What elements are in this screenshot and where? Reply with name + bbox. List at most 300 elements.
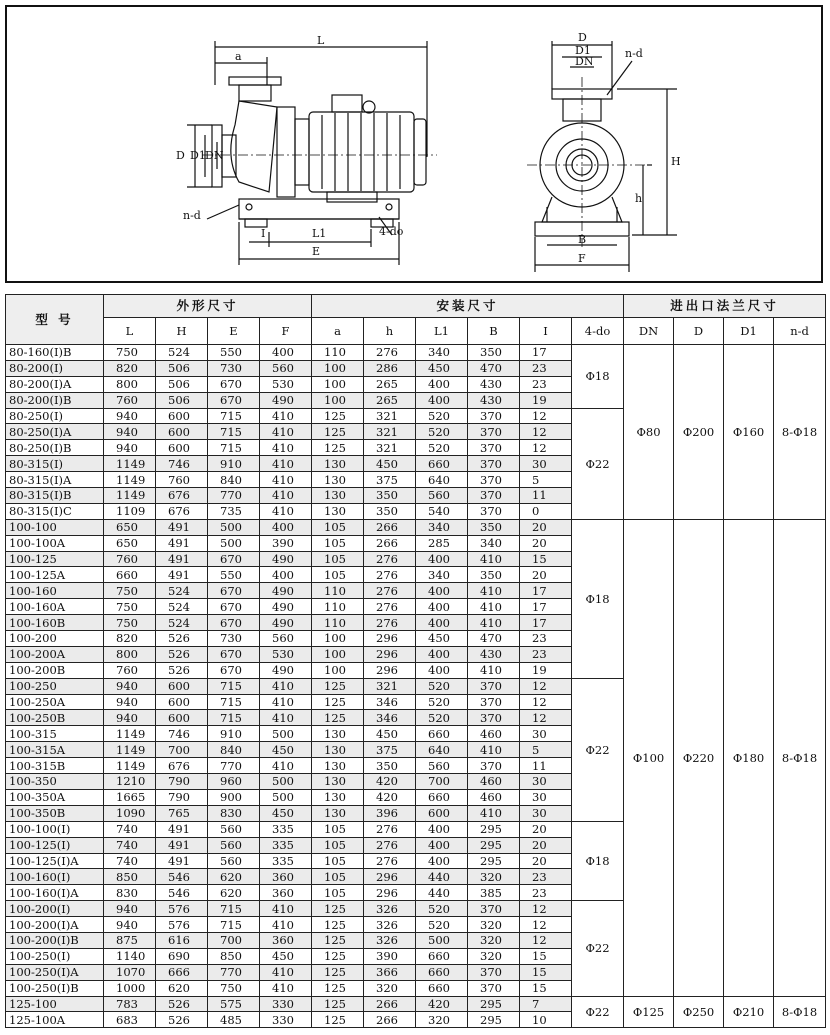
dimension-cell: 125 [312,694,364,710]
dimension-cell: 100 [312,631,364,647]
dimension-cell: 410 [468,742,520,758]
dimension-cell: 670 [208,551,260,567]
dimension-cell: 15 [520,551,572,567]
dimension-cell: 340 [416,519,468,535]
dimension-cell: 350 [468,567,520,583]
dimension-cell: 130 [312,726,364,742]
dimension-cell: 30 [520,456,572,472]
dimension-cell: 526 [156,1012,208,1028]
dimension-cell: 910 [208,726,260,742]
dimension-cell: 20 [520,535,572,551]
dimension-cell: 910 [208,456,260,472]
model-cell: 100-200(I)A [6,917,104,933]
model-cell: 100-350 [6,774,104,790]
col-header-H: H [156,318,208,345]
dimension-cell: 940 [104,408,156,424]
model-cell: 100-100A [6,535,104,551]
dimension-cell: 295 [468,996,520,1012]
dim-label-D: D [176,149,185,162]
dimension-cell: 370 [468,678,520,694]
dimension-cell: 296 [364,631,416,647]
dimension-cell: 524 [156,615,208,631]
dimension-cell: 370 [468,710,520,726]
dimension-cell: 125 [312,678,364,694]
dimension-cell: 385 [468,885,520,901]
dimension-cell: 940 [104,440,156,456]
flange-cell: Φ80 [624,345,674,520]
dimension-cell: 12 [520,678,572,694]
bolt-hole-cell: Φ22 [572,996,624,1028]
dimension-cell: 520 [416,710,468,726]
dimension-cell: 125 [312,440,364,456]
dimension-cell: 125 [312,996,364,1012]
model-cell: 100-160A [6,599,104,615]
dimension-cell: 770 [208,964,260,980]
model-cell: 100-250A [6,694,104,710]
dimension-cell: 746 [156,726,208,742]
dimension-cell: 276 [364,837,416,853]
dimension-cell: 335 [260,837,312,853]
dimension-cell: 15 [520,964,572,980]
dimension-cell: 820 [104,360,156,376]
dimension-cell: 23 [520,646,572,662]
dimension-cell: 500 [208,535,260,551]
dimension-cell: 105 [312,885,364,901]
dimension-cell: 840 [208,742,260,758]
flange-cell: Φ250 [674,996,724,1028]
spec-table-body [6,345,826,1028]
dim-label-front-D1: D1 [575,44,591,57]
dimension-cell: 410 [260,440,312,456]
dimension-cell: 370 [468,964,520,980]
dimension-cell: 20 [520,821,572,837]
dimension-cell: 660 [104,567,156,583]
dimension-cell: 491 [156,551,208,567]
front-view-pump [527,41,677,272]
model-cell: 80-250(I)B [6,440,104,456]
col-header-D1: D1 [724,318,774,345]
dimension-cell: 370 [468,456,520,472]
dimension-cell: 440 [416,885,468,901]
dimension-cell: 340 [468,535,520,551]
model-cell: 80-315(I)A [6,472,104,488]
model-cell: 100-125A [6,567,104,583]
dimension-cell: 640 [416,742,468,758]
dimension-cell: 11 [520,488,572,504]
dimension-cell: 360 [260,869,312,885]
dimension-cell: 410 [260,678,312,694]
model-cell: 80-315(I)C [6,503,104,519]
dimension-cell: 460 [468,789,520,805]
model-cell: 80-160(I)B [6,345,104,361]
dimension-cell: 276 [364,345,416,361]
model-cell: 100-250(I)B [6,980,104,996]
dimension-cell: 600 [156,440,208,456]
dimension-cell: 321 [364,408,416,424]
dimension-cell: 130 [312,456,364,472]
dimension-cell: 670 [208,615,260,631]
dimension-cell: 130 [312,758,364,774]
group-header-outline: 外形尺寸 [104,295,312,318]
model-cell: 100-315A [6,742,104,758]
dimension-cell: 1090 [104,805,156,821]
dimension-cell: 410 [260,694,312,710]
dimension-cell: 296 [364,885,416,901]
dimension-cell: 491 [156,567,208,583]
dimension-cell: 350 [364,488,416,504]
dim-label-4-do: 4-do [379,225,404,238]
dimension-cell: 125 [312,408,364,424]
dimension-cell: 715 [208,424,260,440]
dimension-cell: 30 [520,789,572,805]
dimension-cell: 12 [520,710,572,726]
dimension-cell: 370 [468,440,520,456]
model-cell: 100-200(I)B [6,932,104,948]
dimension-cell: 650 [104,535,156,551]
dimension-cell: 276 [364,567,416,583]
flange-cell: 8-Φ18 [774,345,826,520]
model-cell: 80-315(I)B [6,488,104,504]
dimension-cell: 1149 [104,472,156,488]
pump-dimension-drawing [7,7,825,285]
dimension-cell: 330 [260,1012,312,1028]
model-cell: 100-250B [6,710,104,726]
dimension-cell: 526 [156,662,208,678]
dimension-cell: 370 [468,503,520,519]
dimension-cell: 450 [364,726,416,742]
dimension-cell: 105 [312,821,364,837]
dimension-cell: 676 [156,758,208,774]
model-cell: 80-200(I)B [6,392,104,408]
dimension-cell: 783 [104,996,156,1012]
dimension-cell: 12 [520,694,572,710]
dimension-cell: 490 [260,662,312,678]
model-cell: 100-125(I) [6,837,104,853]
dimension-cell: 100 [312,360,364,376]
dimension-cell: 105 [312,869,364,885]
model-cell: 100-200A [6,646,104,662]
dimension-cell: 560 [260,360,312,376]
dimension-cell: 0 [520,503,572,519]
dimension-cell: 790 [156,789,208,805]
dimension-cell: 670 [208,599,260,615]
dimension-cell: 23 [520,869,572,885]
dimension-cell: 400 [416,646,468,662]
dimension-cell: 840 [208,472,260,488]
flange-cell: Φ180 [724,519,774,996]
dimension-cell: 15 [520,980,572,996]
group-header-install: 安装尺寸 [312,295,624,318]
model-cell: 100-100(I) [6,821,104,837]
dimension-cell: 770 [208,758,260,774]
dimension-cell: 750 [104,615,156,631]
dimension-cell: 19 [520,392,572,408]
dimension-cell: 700 [156,742,208,758]
spec-table [5,294,826,1028]
dimension-cell: 100 [312,376,364,392]
dimension-cell: 17 [520,615,572,631]
dimension-cell: 460 [468,774,520,790]
dimension-cell: 660 [416,964,468,980]
dimension-cell: 125 [312,710,364,726]
dimension-cell: 715 [208,678,260,694]
dimension-cell: 5 [520,742,572,758]
dimension-cell: 11 [520,758,572,774]
model-cell: 125-100 [6,996,104,1012]
dimension-cell: 820 [104,631,156,647]
dimension-cell: 490 [260,551,312,567]
dimension-cell: 560 [416,758,468,774]
dimension-cell: 100 [312,662,364,678]
col-header-DN: DN [624,318,674,345]
flange-cell: Φ220 [674,519,724,996]
dimension-cell: 450 [416,360,468,376]
dimension-cell: 1149 [104,488,156,504]
table-row [6,345,826,361]
dimension-cell: 670 [208,392,260,408]
dimension-cell: 440 [416,869,468,885]
model-cell: 80-315(I) [6,456,104,472]
dimension-cell: 410 [260,456,312,472]
dimension-cell: 105 [312,535,364,551]
dimension-cell: 491 [156,821,208,837]
dimension-cell: 125 [312,980,364,996]
flange-cell: Φ200 [674,345,724,520]
dimension-cell: 110 [312,599,364,615]
dim-label-I: I [261,227,266,240]
dimension-cell: 321 [364,678,416,694]
bolt-hole-cell: Φ22 [572,901,624,996]
dimension-cell: 330 [260,996,312,1012]
dimension-cell: 490 [260,615,312,631]
dimension-cell: 670 [208,662,260,678]
dimension-cell: 490 [260,583,312,599]
table-row [6,519,826,535]
col-header-E: E [208,318,260,345]
dimension-cell: 620 [156,980,208,996]
dimension-cell: 830 [104,885,156,901]
model-cell: 100-160(I)A [6,885,104,901]
dimension-cell: 430 [468,646,520,662]
dimension-cell: 410 [468,583,520,599]
model-cell: 100-160 [6,583,104,599]
dimension-cell: 600 [156,694,208,710]
dimension-cell: 12 [520,408,572,424]
dimension-cell: 390 [364,948,416,964]
dimension-cell: 600 [156,408,208,424]
dimension-cell: 400 [416,376,468,392]
dimension-cell: 900 [208,789,260,805]
dimension-cell: 600 [156,424,208,440]
dimension-cell: 370 [468,694,520,710]
dimension-cell: 410 [260,964,312,980]
dimension-cell: 526 [156,996,208,1012]
dimension-cell: 540 [416,503,468,519]
flange-cell: Φ210 [724,996,774,1028]
dimension-cell: 670 [208,646,260,662]
dimension-cell: 526 [156,631,208,647]
bolt-hole-cell: Φ18 [572,345,624,409]
dimension-cell: 850 [104,869,156,885]
dimension-cell: 105 [312,567,364,583]
dimension-cell: 410 [260,424,312,440]
dimension-cell: 370 [468,758,520,774]
model-cell: 80-200(I)A [6,376,104,392]
dimension-cell: 660 [416,980,468,996]
dimension-cell: 265 [364,376,416,392]
dimension-cell: 410 [260,408,312,424]
dimension-cell: 940 [104,694,156,710]
dimension-cell: 410 [260,917,312,933]
bolt-hole-cell: Φ18 [572,519,624,678]
dimension-cell: 105 [312,853,364,869]
dimension-cell: 660 [416,456,468,472]
col-header-B: B [468,318,520,345]
dimension-cell: 485 [208,1012,260,1028]
dimension-cell: 400 [416,662,468,678]
dimension-cell: 940 [104,917,156,933]
dim-label-D1: D1 [190,149,206,162]
dimension-cell: 20 [520,837,572,853]
dimension-cell: 800 [104,376,156,392]
dimension-cell: 715 [208,694,260,710]
dimension-cell: 400 [260,345,312,361]
pump-drawing-frame [5,5,823,283]
dimension-cell: 110 [312,583,364,599]
dimension-cell: 410 [260,503,312,519]
dimension-cell: 320 [468,948,520,964]
dimension-cell: 276 [364,853,416,869]
dimension-cell: 790 [156,774,208,790]
dimension-cell: 400 [416,853,468,869]
dim-label-F: F [578,252,586,265]
dimension-cell: 346 [364,694,416,710]
dimension-cell: 576 [156,917,208,933]
model-cell: 100-160B [6,615,104,631]
dimension-cell: 410 [260,710,312,726]
dimension-cell: 550 [208,345,260,361]
dimension-cell: 23 [520,631,572,647]
col-header-L: L [104,318,156,345]
dimension-cell: 1000 [104,980,156,996]
dimension-cell: 276 [364,583,416,599]
dimension-cell: 520 [416,901,468,917]
col-header-a: a [312,318,364,345]
dimension-cell: 125 [312,932,364,948]
dim-label-front-D: D [578,31,587,44]
dimension-cell: 600 [156,710,208,726]
bolt-hole-cell: Φ22 [572,678,624,821]
model-header: 型 号 [6,295,104,345]
dimension-cell: 520 [416,408,468,424]
model-cell: 100-250 [6,678,104,694]
dimension-cell: 940 [104,710,156,726]
dimension-cell: 370 [468,488,520,504]
dimension-cell: 830 [208,805,260,821]
dimension-cell: 576 [156,901,208,917]
dimension-cell: 410 [468,551,520,567]
dimension-cell: 491 [156,519,208,535]
dimension-cell: 420 [416,996,468,1012]
dimension-cell: 320 [364,980,416,996]
dim-label-B: B [578,233,587,246]
dimension-cell: 130 [312,742,364,758]
dimension-cell: 130 [312,472,364,488]
dimension-cell: 321 [364,424,416,440]
model-cell: 80-200(I) [6,360,104,376]
dimension-cell: 760 [104,392,156,408]
dimension-cell: 1149 [104,758,156,774]
model-cell: 100-100 [6,519,104,535]
flange-cell: 8-Φ18 [774,519,826,996]
dimension-cell: 130 [312,503,364,519]
dimension-cell: 420 [364,774,416,790]
dimension-cell: 125 [312,1012,364,1028]
dimension-cell: 676 [156,488,208,504]
dimension-cell: 616 [156,932,208,948]
dimension-cell: 12 [520,424,572,440]
dimension-cell: 450 [260,805,312,821]
dimension-cell: 660 [416,726,468,742]
model-cell: 100-315 [6,726,104,742]
dim-label-L1: L1 [312,227,327,240]
dimension-cell: 850 [208,948,260,964]
dimension-cell: 370 [468,901,520,917]
dimension-cell: 335 [260,853,312,869]
dimension-cell: 130 [312,789,364,805]
dim-label-L: L [317,34,325,47]
dimension-cell: 735 [208,503,260,519]
col-header-4-do: 4-do [572,318,624,345]
dimension-cell: 320 [468,932,520,948]
dimension-cell: 286 [364,360,416,376]
dimension-cell: 676 [156,503,208,519]
dimension-cell: 960 [208,774,260,790]
dimension-cell: 450 [416,631,468,647]
dimension-cell: 125 [312,917,364,933]
model-cell: 100-125(I)A [6,853,104,869]
dimension-cell: 500 [260,789,312,805]
dimension-cell: 110 [312,345,364,361]
dimension-cell: 546 [156,869,208,885]
dimension-cell: 450 [260,948,312,964]
dimension-cell: 30 [520,805,572,821]
dimension-cell: 5 [520,472,572,488]
dimension-cell: 1109 [104,503,156,519]
dimension-cell: 10 [520,1012,572,1028]
dimension-cell: 550 [208,567,260,583]
dimension-cell: 326 [364,901,416,917]
dimension-cell: 390 [260,535,312,551]
dimension-cell: 430 [468,376,520,392]
dimension-cell: 360 [260,932,312,948]
model-cell: 80-250(I) [6,408,104,424]
col-header-n-d: n-d [774,318,826,345]
dimension-cell: 296 [364,662,416,678]
dimension-cell: 320 [416,1012,468,1028]
dimension-cell: 506 [156,360,208,376]
dimension-cell: 23 [520,360,572,376]
dimension-cell: 520 [416,694,468,710]
dimension-cell: 1665 [104,789,156,805]
dimension-cell: 400 [416,583,468,599]
model-cell: 100-315B [6,758,104,774]
dimension-cell: 520 [416,440,468,456]
dimension-cell: 265 [364,392,416,408]
dimension-cell: 320 [468,869,520,885]
model-cell: 100-125 [6,551,104,567]
dimension-cell: 700 [208,932,260,948]
